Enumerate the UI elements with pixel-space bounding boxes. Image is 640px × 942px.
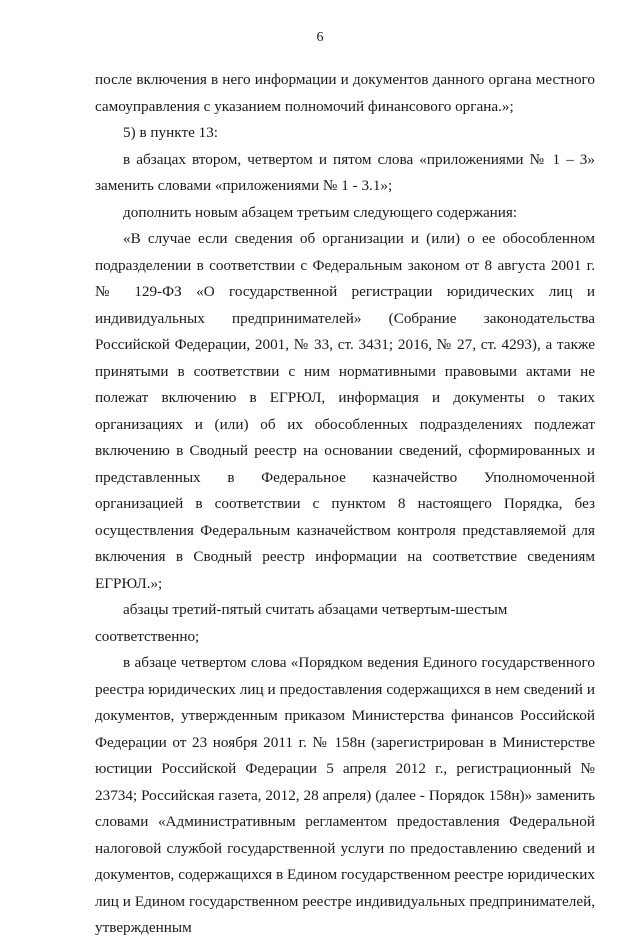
paragraph-continuation: после включения в него информации и документов данного органа местного самоуправления с указанием полномочий финансового органа.»; [95, 71, 595, 115]
paragraph-replace-appendices: в абзацах втором, четвертом и пятом слова «приложениями № 1 – 3» заменить словами «приложениями № 1 - 3.1»; [95, 150, 595, 194]
paragraph-fourth-replace: в абзаце четвертом слова «Порядком ведения Единого государственного реестра юридических лиц и предоставления содержащихся в нем сведений и документов, утвержденным приказом Министерства финансов Российской Федерации от 23 ноября 2011 г. № 158н (зарегистрирован в Министерстве юстиции Российской Федерации 5 апреля 2012 г., регистрационный № 23734; Российская газета, 2012, 28 апреля) (далее - Порядок 158н)» заменить словами «Административным регламентом предоставления Федеральной налоговой службой государственной услуги по предоставлению сведений и документов, содержащихся в Едином государственном реестре юридических лиц и Едином государственном реестре индивидуальных предпринимателей, утвержденным [95, 654, 595, 936]
paragraph-item-5: 5) в пункте 13: [123, 124, 219, 141]
document-body [95, 67, 595, 942]
paragraph-new-text: «В случае если сведения об организации и (или) о ее обособленном подразделении в соответствии с Федеральным законом от 8 августа 2001 г. № 129-ФЗ «О государственной регистрации юридических лиц и индивидуальных предпринимателей» (Собрание законодательства Российской Федерации, 2001, № 33, ст. 3431; 2016, № 27, ст. 4293), а также принятыми в соответствии с ним нормативными правовыми актами не полежат включению в ЕГРЮЛ, информация и документы о таких организациях и (или) об их обособленных подразделениях подлежат включению в Сводный реестр на основании сведений, сформированных и представленных в Федеральное казначейство Уполномоченной организацией в соответствии с пунктом 8 настоящего Порядка, без осуществления Федеральным казначейством контроля представляемой для включения в Сводный реестр информации на соответствие сведениям ЕГРЮЛ.»; [95, 230, 595, 592]
paragraph-renumber: абзацы третий-пятый считать абзацами четвертым-шестым соответственно; [95, 601, 508, 645]
paragraph-add-new: дополнить новым абзацем третьим следующего содержания: [123, 203, 518, 221]
page-number: 6 [316, 30, 324, 45]
